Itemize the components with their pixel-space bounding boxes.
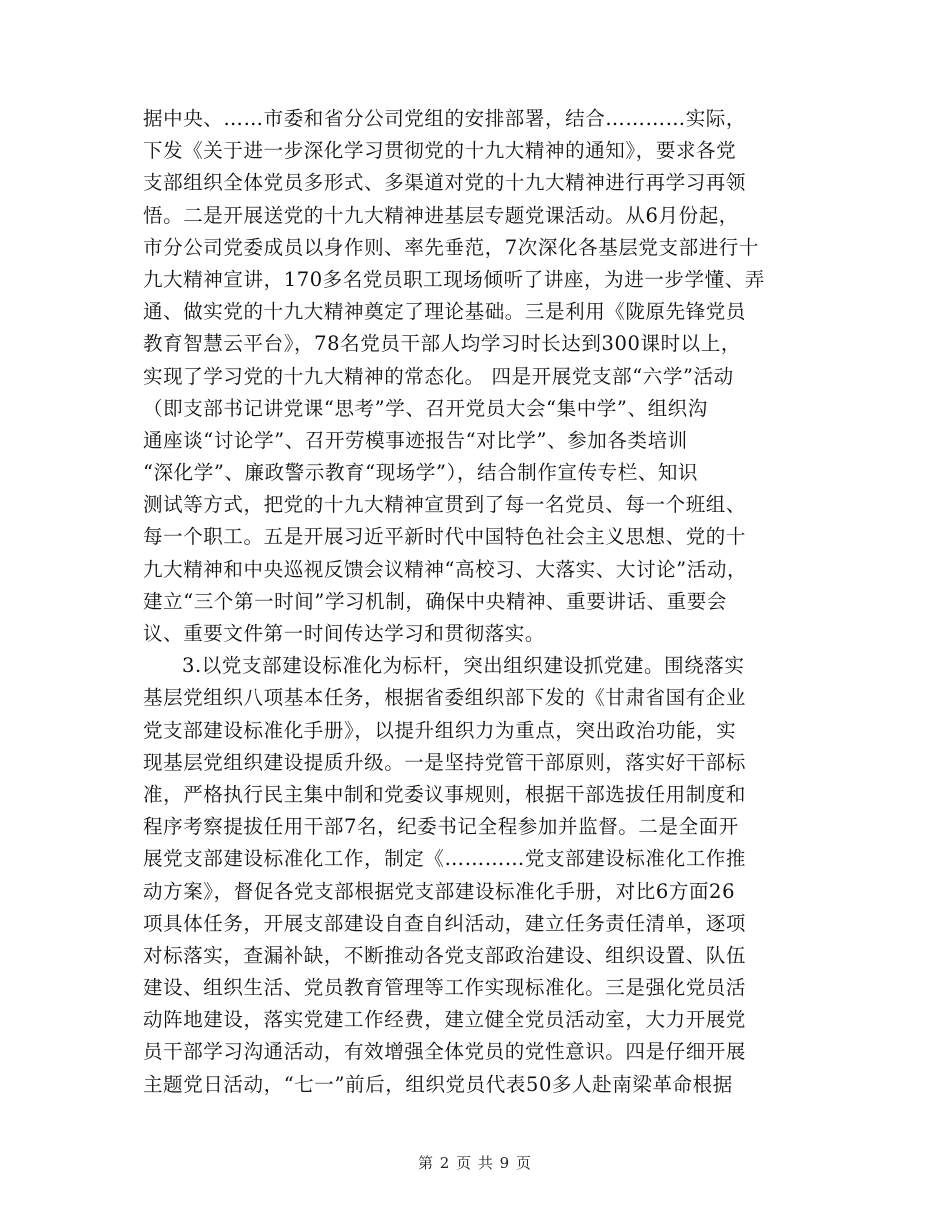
text-line: 议、重要文件第一时间传达学习和贯彻落实。 <box>143 622 546 645</box>
text-line: 动方案》，督促各党支部根据党支部建设标准化手册，对比6方面26 <box>143 879 736 903</box>
text-line: 下发《关于进一步深化学习贯彻党的十九大精神的通知》，要求各党 <box>143 139 737 163</box>
text-line: 动阵地建设，落实党建工作经费，建立健全党员活动室，大力开展党 <box>143 1008 747 1032</box>
text-line: 悟。二是开展送党的十九大精神进基层专题党课活动。从6月份起， <box>143 203 739 227</box>
text-line: 支部组织全体党员多形式、多渠道对党的十九大精神进行再学习再领 <box>143 171 747 195</box>
text-line: 九大精神宣讲，170多名党员职工现场倾听了讲座，为进一步学懂、弄 <box>143 267 765 291</box>
text-line: 主题党日活动，“七一”前后，组织党员代表50多人赴南梁革命根据 <box>143 1072 733 1096</box>
text-line: 现基层党组织建设提质升级。一是坚持党管干部原则，落实好干部标 <box>143 750 747 774</box>
text-line: 每一个职工。五是开展习近平新时代中国特色社会主义思想、党的十 <box>143 525 747 549</box>
text-line: 程序考察提拔任用干部7名，纪委书记全程参加并监督。二是全面开 <box>143 815 739 839</box>
text-line: 市分公司党委成员以身作则、率先垂范，7次深化各基层党支部进行十 <box>143 235 760 259</box>
text-line: 对标落实，查漏补缺，不断推动各党支部政治建设、组织设置、队伍 <box>143 943 747 967</box>
text-line: （即支部书记讲党课“思考”学、召开党员大会“集中学”、组织沟 <box>143 396 708 420</box>
text-line: 教育智慧云平台》，78名党员干部人均学习时长达到300课时以上， <box>143 332 741 356</box>
text-line: 建设、组织生活、党员教育管理等工作实现标准化。三是强化党员活 <box>143 976 747 1000</box>
text-line: 党支部建设标准化手册》，以提升组织力为重点，突出政治功能，实 <box>143 718 737 742</box>
text-line: 实现了学习党的十九大精神的常态化。 四是开展党支部“六学”活动 <box>143 364 734 388</box>
text-line: 通、做实党的十九大精神奠定了理论基础。三是利用《陇原先锋党员 <box>143 300 747 324</box>
text-line: 员干部学习沟通活动，有效增强全体党员的党性意识。四是仔细开展 <box>143 1040 747 1064</box>
text-line: 展党支部建设标准化工作，制定《…………党支部建设标准化工作推 <box>143 847 747 871</box>
text-line: 九大精神和中央巡视反馈会议精神“高校习、大落实、大讨论”活动， <box>143 557 748 581</box>
text-line: “深化学”、廉政警示教育“现场学”），结合制作宣传专栏、知识 <box>143 461 699 485</box>
text-line: 基层党组织八项基本任务，根据省委组织部下发的《甘肃省国有企业 <box>143 686 747 710</box>
text-line: 项具体任务，开展支部建设自查自纠活动，建立任务责任清单，逐项 <box>143 911 747 935</box>
text-line: 建立“三个第一时间”学习机制，确保中央精神、重要讲话、重要会 <box>143 589 727 613</box>
body-text <box>143 103 815 1101</box>
text-line: 据中央、……市委和省分公司党组的安排部署，结合…………实际， <box>143 107 747 130</box>
section-heading-line: 3.以党支部建设标准化为标杆，突出组织建设抓党建。围绕落实 <box>182 654 745 678</box>
text-line: 通座谈“讨论学”、召开劳模事迹报告“对比学”、参加各类培训 <box>143 428 688 452</box>
text-line: 准，严格执行民主集中制和党委议事规则，根据干部选拔任用制度和 <box>143 782 747 806</box>
text-line: 测试等方式，把党的十九大精神宣贯到了每一名党员、每一个班组、 <box>143 493 747 517</box>
page-number-footer: 第 2 页 共 9 页 <box>418 1154 532 1172</box>
